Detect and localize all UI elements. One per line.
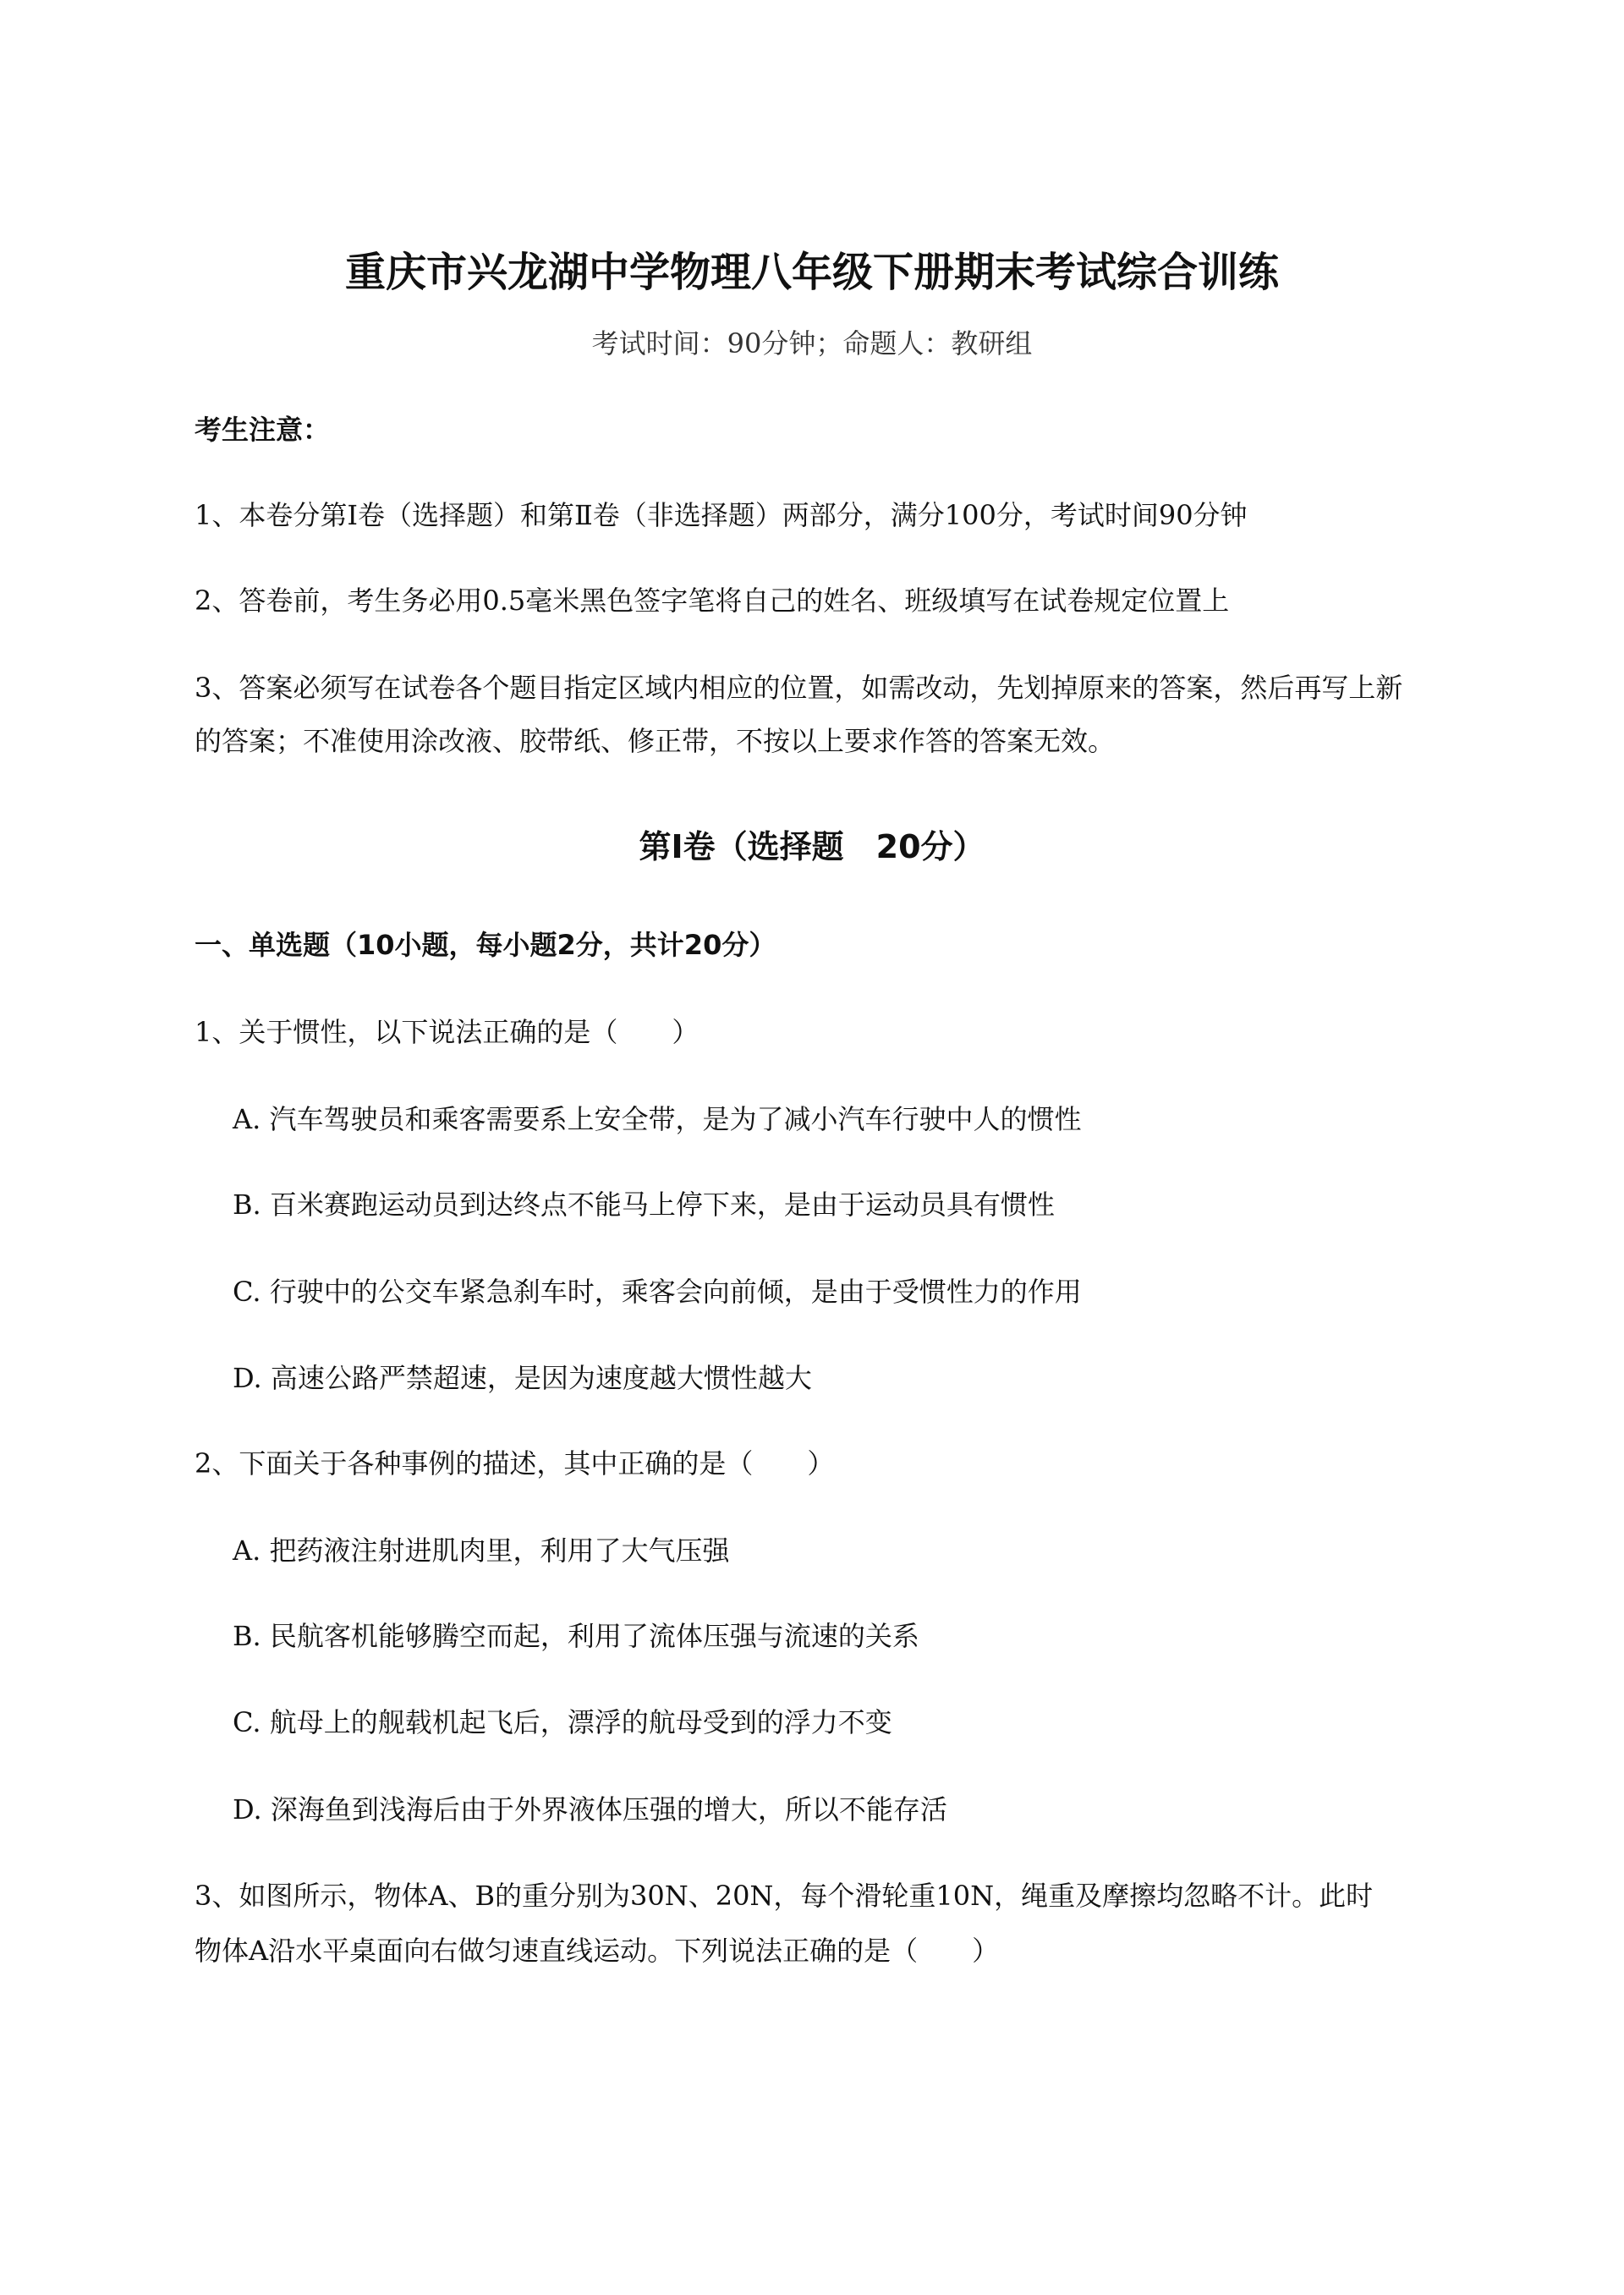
option-c: C. 行驶中的公交车紧急刹车时，乘客会向前倾，是由于受惯性力的作用 xyxy=(233,1276,1082,1308)
question-stem: 2、下面关于各种事例的描述，其中正确的是（ ） xyxy=(195,1447,835,1480)
exam-subtitle: 考试时间：90分钟；命题人：教研组 xyxy=(591,327,1033,360)
notice-item: 2、答卷前，考生务必用0.5毫米黑色签字笔将自己的姓名、班级填写在试卷规定位置上 xyxy=(195,585,1230,617)
option-c: C. 航母上的舰载机起飞后，漂浮的航母受到的浮力不变 xyxy=(233,1706,892,1738)
option-a: A. 把药液注射进肌肉里，利用了大气压强 xyxy=(233,1535,730,1567)
option-b: B. 百米赛跑运动员到达终点不能马上停下来，是由于运动员具有惯性 xyxy=(233,1189,1055,1221)
notice-heading: 考生注意： xyxy=(195,414,331,446)
question-stem: 1、关于惯性，以下说法正确的是（ ） xyxy=(195,1016,700,1048)
option-b: B. 民航客机能够腾空而起，利用了流体压强与流速的关系 xyxy=(233,1620,919,1652)
option-d: D. 高速公路严禁超速，是因为速度越大惯性越大 xyxy=(233,1362,812,1394)
option-d: D. 深海鱼到浅海后由于外界液体压强的增大，所以不能存活 xyxy=(233,1793,947,1826)
notice-item-continued: 的答案；不准使用涂改液、胶带纸、修正带，不按以上要求作答的答案无效。 xyxy=(195,725,1116,757)
question-stem-continued: 物体A沿水平桌面向右做匀速直线运动。下列说法正确的是（ ） xyxy=(195,1935,1000,1967)
notice-item: 3、答案必须写在试卷各个题目指定区域内相应的位置，如需改动，先划掉原来的答案，然后再写上新 xyxy=(195,672,1403,704)
question-stem: 3、如图所示，物体A、B的重分别为30N、20N，每个滑轮重10N，绳重及摩擦均忽略不计。此时 xyxy=(195,1880,1374,1912)
option-a: A. 汽车驾驶员和乘客需要系上安全带，是为了减小汽车行驶中人的惯性 xyxy=(233,1103,1082,1135)
exam-title: 重庆市兴龙湖中学物理八年级下册期末考试综合训练 xyxy=(344,249,1279,296)
part-heading: 一、单选题（10小题，每小题2分，共计20分） xyxy=(195,929,776,961)
section-title: 第Ⅰ卷（选择题 20分） xyxy=(639,828,985,865)
notice-item: 1、本卷分第Ⅰ卷（选择题）和第Ⅱ卷（非选择题）两部分，满分100分，考试时间90分钟 xyxy=(195,499,1248,531)
